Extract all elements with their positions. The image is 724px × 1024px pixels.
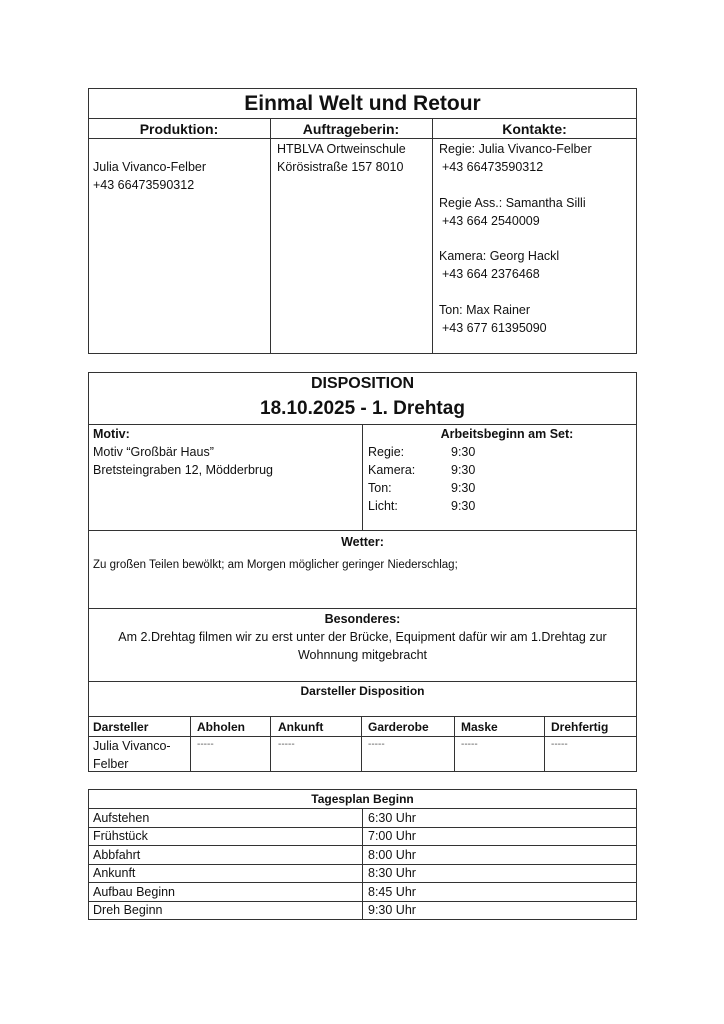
wetter-text: Zu großen Teilen bewölkt; am Morgen möglicher geringer Niederschlag; (93, 559, 458, 571)
disposition-title: DISPOSITION (310, 375, 415, 392)
table-cell: ----- (368, 739, 385, 750)
tagesplan-time: 8:30 Uhr (368, 866, 416, 880)
produktion-name: Julia Vivanco-Felber (93, 160, 207, 174)
tagesplan-item: Ankunft (93, 866, 136, 880)
role-label: Regie: (368, 445, 405, 459)
tagesplan-item: Abbfahrt (93, 848, 141, 862)
divider (88, 608, 637, 609)
auftrageberin-address: Körösistraße 157 8010 (277, 160, 404, 174)
role-time: 9:30 (451, 463, 476, 477)
table-cell: ----- (197, 739, 214, 750)
tagesplan-time: 8:45 Uhr (368, 885, 416, 899)
motiv-address: Bretsteingraben 12, Mödderbrug (93, 463, 273, 477)
table-cell: ----- (551, 739, 568, 750)
table-cell: ----- (278, 739, 295, 750)
contact-role: Ton: Max Rainer (439, 303, 531, 317)
disposition-date: 18.10.2025 - 1. Drehtag (260, 398, 465, 419)
column-header: Drehfertig (551, 720, 609, 734)
contact-role: Regie: Julia Vivanco-Felber (439, 142, 592, 156)
divider (270, 716, 271, 772)
tagesplan-title: Tagesplan Beginn (311, 792, 414, 806)
divider (544, 716, 545, 772)
divider (432, 118, 433, 354)
divider (362, 808, 363, 920)
column-header-kontakte: Kontakte: (502, 121, 567, 137)
produktion-phone: +43 66473590312 (93, 178, 195, 192)
divider (88, 716, 637, 717)
column-header: Darsteller (93, 720, 149, 734)
column-header: Abholen (197, 720, 245, 734)
role-label: Kamera: (368, 463, 416, 477)
auftrageberin-name: HTBLVA Ortweinschule (277, 142, 406, 156)
tagesplan-time: 6:30 Uhr (368, 811, 416, 825)
column-header-auftrageberin: Auftrageberin: (302, 121, 400, 137)
divider (361, 716, 362, 772)
wetter-label: Wetter: (341, 535, 384, 549)
column-header-produktion: Produktion: (139, 121, 219, 137)
divider (88, 530, 637, 531)
darsteller-disposition-label: Darsteller Disposition (300, 684, 425, 698)
column-header: Ankunft (278, 720, 324, 734)
column-header: Garderobe (368, 720, 429, 734)
role-label: Ton: (368, 481, 392, 495)
table-cell: ----- (461, 739, 478, 750)
arbeitsbeginn-label: Arbeitsbeginn am Set: (440, 427, 574, 441)
role-time: 9:30 (451, 499, 476, 513)
production-title: Einmal Welt und Retour (244, 92, 481, 115)
tagesplan-item: Dreh Beginn (93, 903, 163, 917)
darsteller-name: Julia Vivanco- (93, 739, 171, 753)
contact-role: Regie Ass.: Samantha Silli (439, 196, 586, 210)
role-time: 9:30 (451, 481, 476, 495)
tagesplan-item: Aufbau Beginn (93, 885, 176, 899)
role-label: Licht: (368, 499, 398, 513)
motiv-label: Motiv: (93, 427, 130, 441)
contact-phone: +43 664 2540009 (442, 214, 540, 228)
divider (270, 118, 271, 354)
besonderes-text-line2: Wohnnung mitgebracht (297, 648, 428, 662)
motiv-name: Motiv “Großbär Haus” (93, 445, 214, 459)
role-time: 9:30 (451, 445, 476, 459)
tagesplan-time: 7:00 Uhr (368, 829, 416, 843)
contact-phone: +43 664 2376468 (442, 267, 540, 281)
contact-phone: +43 677 61395090 (442, 321, 547, 335)
tagesplan-item: Frühstück (93, 829, 148, 843)
darsteller-name: Felber (93, 757, 129, 771)
besonderes-text-line1: Am 2.Drehtag filmen wir zu erst unter der Brücke, Equipment dafür wir am 1.Drehtag zur (118, 630, 607, 644)
divider (190, 716, 191, 772)
divider (454, 716, 455, 772)
divider (88, 118, 637, 119)
tagesplan-time: 8:00 Uhr (368, 848, 416, 862)
contact-phone: +43 66473590312 (442, 160, 544, 174)
tagesplan-item: Aufstehen (93, 811, 150, 825)
besonderes-label: Besonderes: (324, 612, 401, 626)
column-header: Maske (461, 720, 498, 734)
divider (88, 138, 637, 139)
tagesplan-time: 9:30 Uhr (368, 903, 416, 917)
contact-role: Kamera: Georg Hackl (439, 249, 560, 263)
